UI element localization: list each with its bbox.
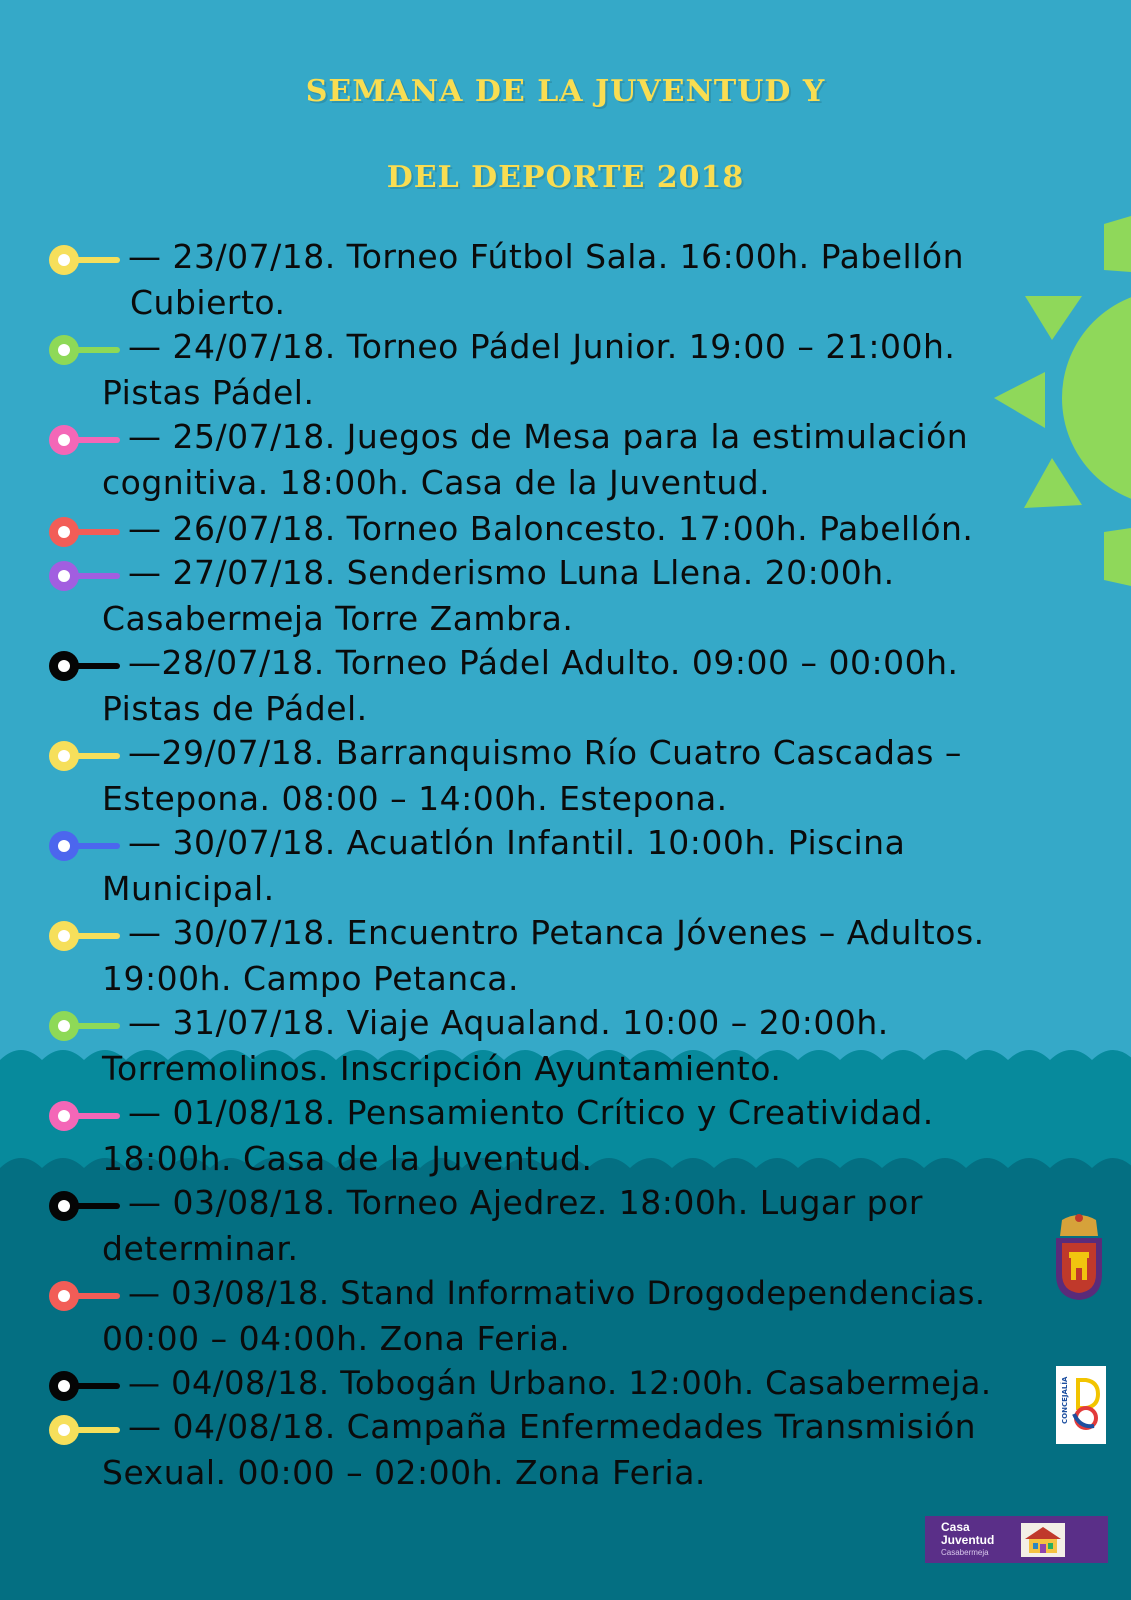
event-text-line-2: Pistas Pádel. [102,373,315,412]
event-text-line-2: Torremolinos. Inscripción Ayuntamiento. [102,1049,782,1088]
bullet-key-icon [46,242,126,278]
bullet-key-icon [46,1188,126,1224]
event-text-line-2: Municipal. [102,869,275,908]
poster-title-line-2: DEL DEPORTE 2018 [386,160,745,195]
casa-juventud-logo [925,1516,1108,1563]
casa-logo-line-3: Casabermeja [941,1548,989,1557]
event-text-line-1: — 24/07/18. Torneo Pádel Junior. 19:00 – 21:00h. [128,327,956,366]
event-text-line-1: — 30/07/18. Encuentro Petanca Jóvenes – Adultos. [128,913,985,952]
event-text-line-1: —29/07/18. Barranquismo Río Cuatro Cascadas – [128,733,962,772]
house-illustration-icon [1021,1523,1065,1557]
casa-logo-line-1: Casa [941,1520,970,1534]
concejalia-logo [1056,1366,1106,1444]
bullet-key-icon [46,1368,126,1404]
event-text-line-2: Sexual. 00:00 – 02:00h. Zona Feria. [102,1453,706,1492]
event-text-line-1: — 03/08/18. Torneo Ajedrez. 18:00h. Lugar por [128,1183,923,1222]
event-text-line-2: Casabermeja Torre Zambra. [102,599,574,638]
bullet-key-icon [46,332,126,368]
event-text-line-2: 00:00 – 04:00h. Zona Feria. [102,1319,571,1358]
bullet-key-icon [46,1278,126,1314]
event-text-line-1: — 01/08/18. Pensamiento Crítico y Creatividad. [128,1093,934,1132]
bullet-key-icon [46,738,126,774]
event-text-line-1: — 26/07/18. Torneo Baloncesto. 17:00h. Pabellón. [128,509,974,548]
bullet-key-icon [46,1008,126,1044]
event-text-line-1: — 23/07/18. Torneo Fútbol Sala. 16:00h. Pabellón [128,237,964,276]
event-text-line-1: — 04/08/18. Campaña Enfermedades Transmisión [128,1407,977,1446]
event-text-line-1: — 27/07/18. Senderismo Luna Llena. 20:00h. [128,553,895,592]
event-text-line-1: —28/07/18. Torneo Pádel Adulto. 09:00 – 00:00h. [128,643,959,682]
bullet-key-icon [46,1412,126,1448]
bullet-key-icon [46,918,126,954]
event-text-line-1: — 03/08/18. Stand Informativo Drogodependencias. [128,1274,986,1312]
event-text-line-2: determinar. [102,1229,299,1268]
bullet-key-icon [46,648,126,684]
svg-text:CONCEJALÍA: CONCEJALÍA [1061,1376,1069,1424]
event-text-line-2: cognitiva. 18:00h. Casa de la Juventud. [102,463,771,502]
town-crest-logo [1052,1212,1106,1302]
event-text-line-2: Pistas de Pádel. [102,689,368,728]
event-text-line-2: 18:00h. Casa de la Juventud. [102,1139,593,1178]
bullet-key-icon [46,1098,126,1134]
casa-logo-line-2: Juventud [941,1533,995,1547]
event-text-line-2: Estepona. 08:00 – 14:00h. Estepona. [102,779,728,818]
bullet-key-icon [46,828,126,864]
event-text-line-1: — 30/07/18. Acuatlón Infantil. 10:00h. Piscina [128,823,906,862]
event-text-line-2: 19:00h. Campo Petanca. [102,959,519,998]
event-text-line-1: — 04/08/18. Tobogán Urbano. 12:00h. Casabermeja. [128,1364,992,1402]
bullet-key-icon [46,514,126,550]
event-text-line-2: Cubierto. [130,283,286,322]
bullet-key-icon [46,558,126,594]
event-text-line-1: — 31/07/18. Viaje Aqualand. 10:00 – 20:00h. [128,1003,889,1042]
bullet-key-icon [46,422,126,458]
poster-title-line-1: SEMANA DE LA JUVENTUD Y [305,74,826,109]
event-text-line-1: — 25/07/18. Juegos de Mesa para la estimulación [128,417,969,456]
